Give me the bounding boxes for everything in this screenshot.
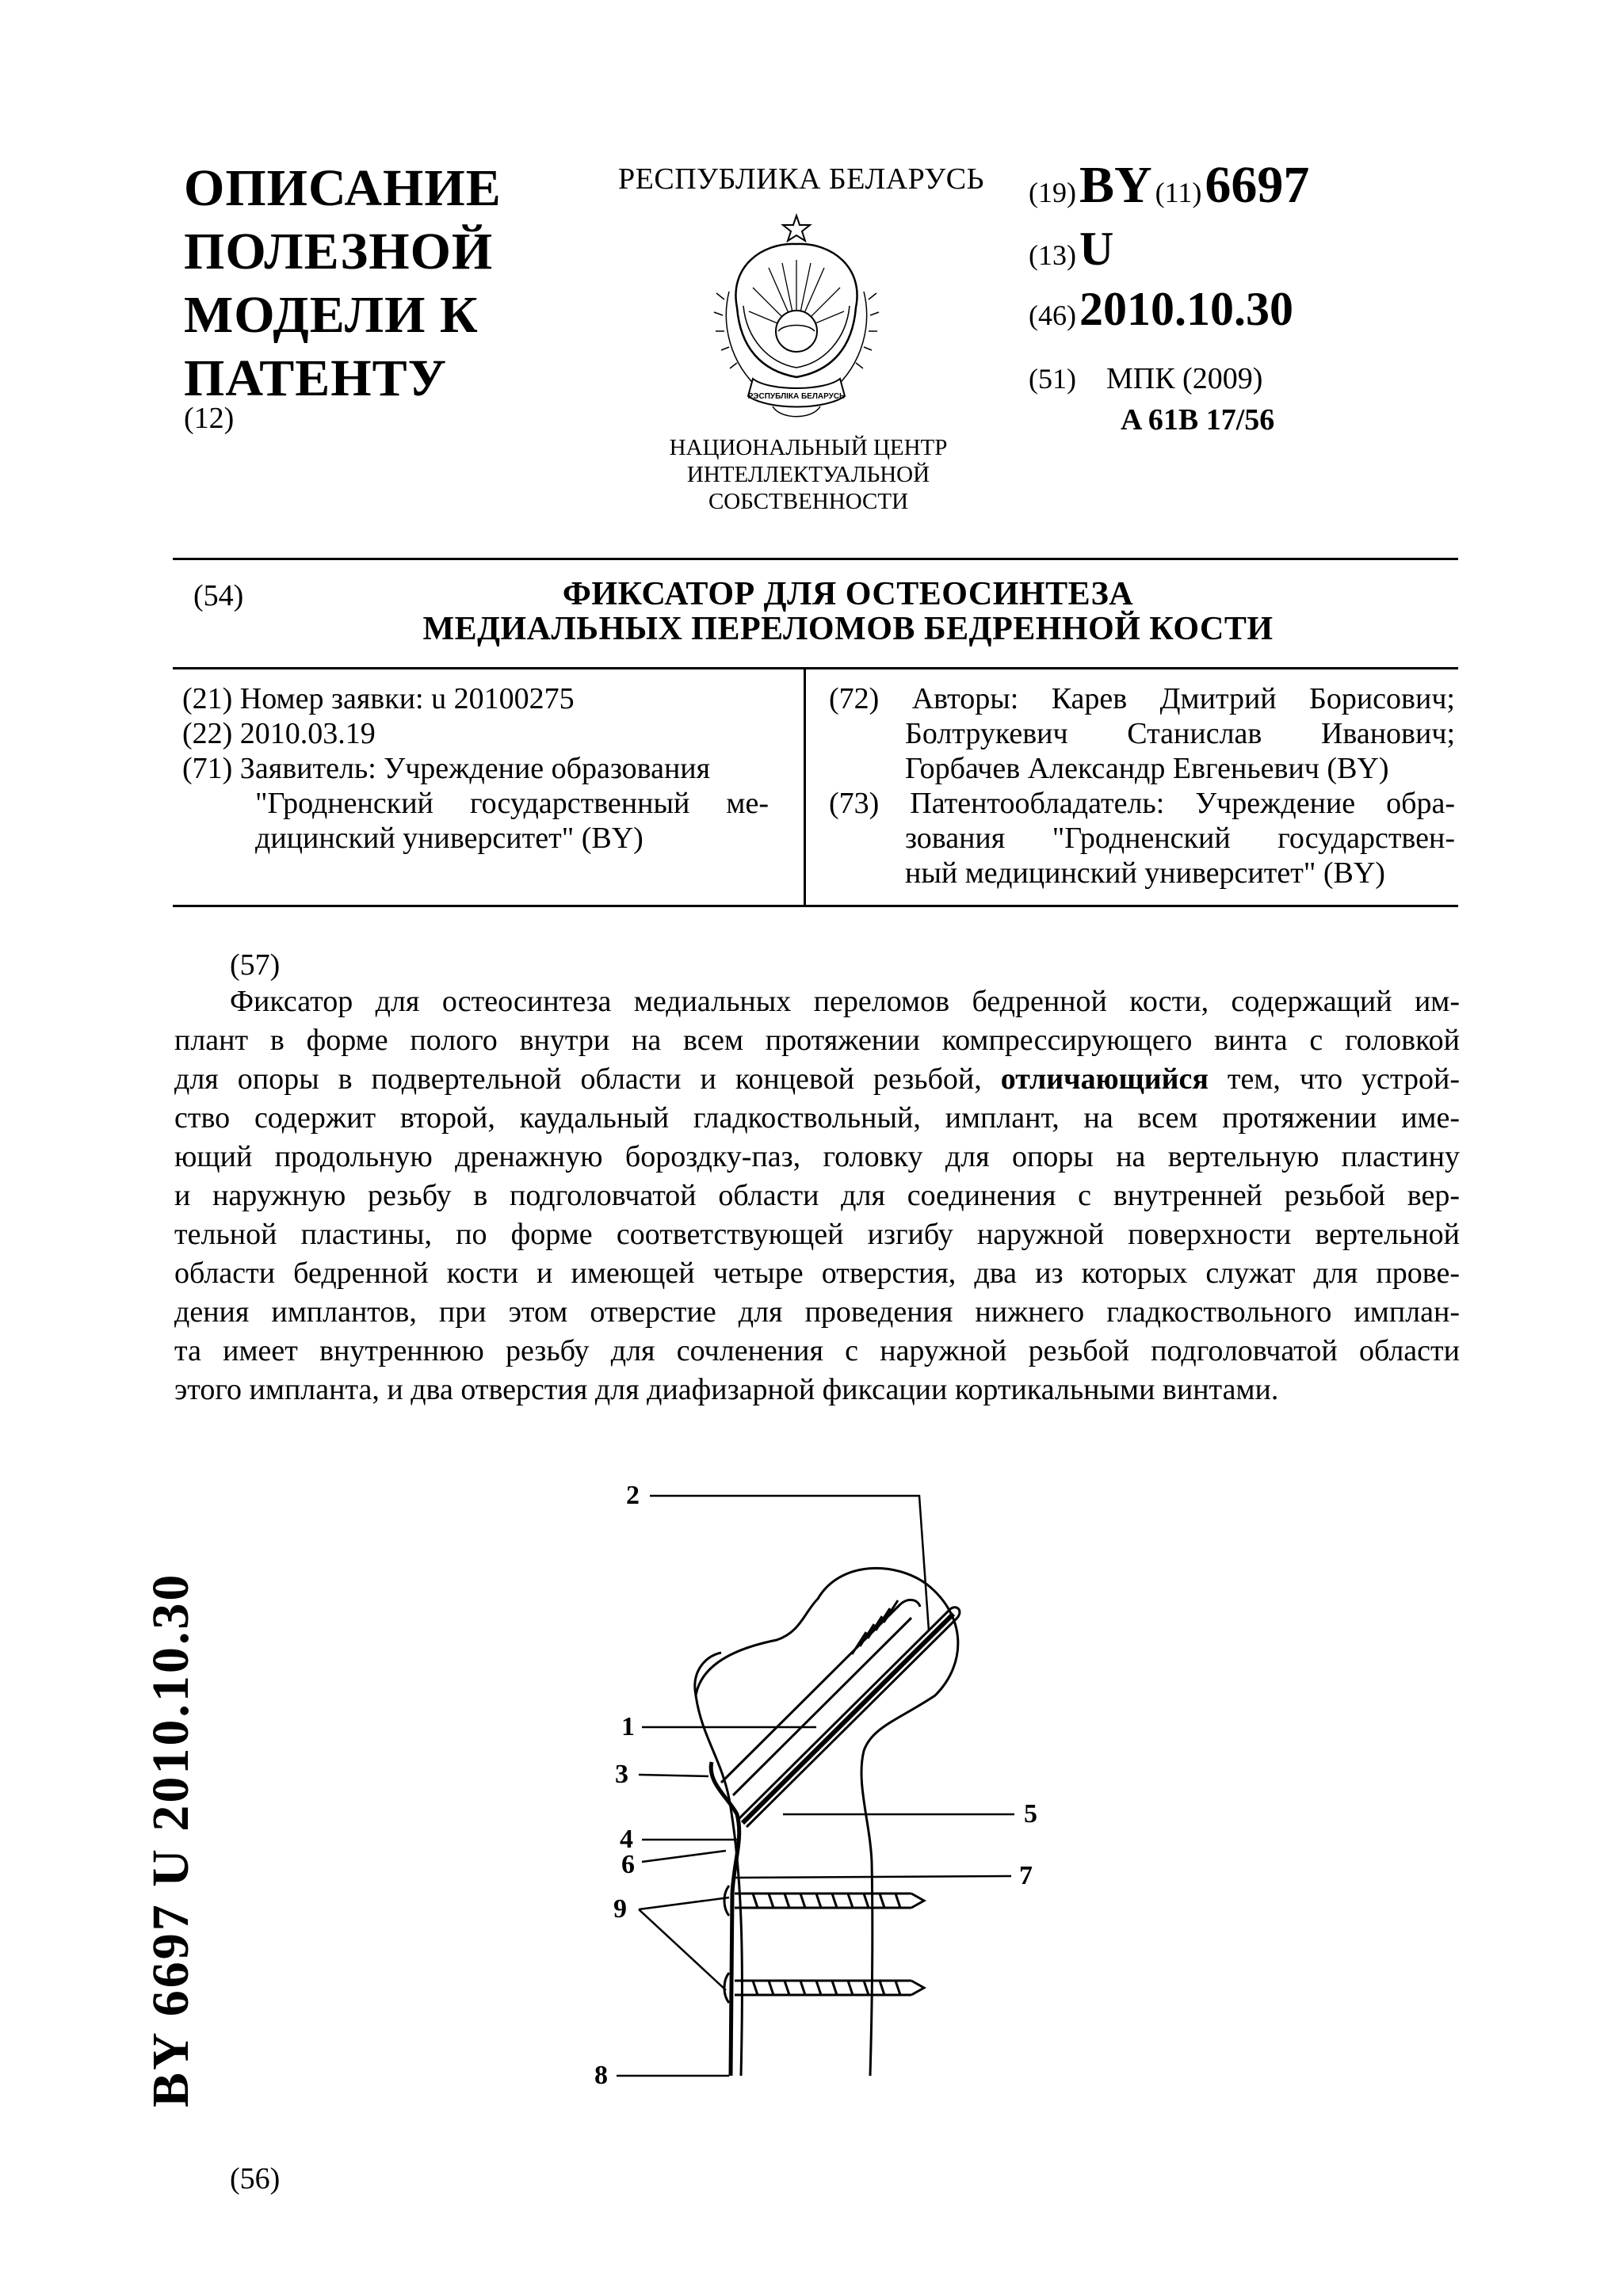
upper-implant — [721, 1600, 920, 1795]
office-line-1: НАЦИОНАЛЬНЫЙ ЦЕНТР — [669, 435, 948, 460]
invention-title-line-1: ФИКСАТОР ДЛЯ ОСТЕОСИНТЕЗА — [562, 576, 1134, 612]
leader-9b — [639, 1909, 726, 1990]
patent-number: 6697 — [1205, 156, 1310, 214]
label-7: 7 — [1019, 1861, 1033, 1890]
femur-fixator-drawing — [539, 1466, 1109, 2131]
divider-top — [173, 558, 1458, 560]
authors-owner-data — [829, 681, 1455, 891]
abstract-line-1: Фиксатор для остеосинтеза медиальных переломов бедренной кости, содержащий им- — [230, 985, 1460, 1018]
distinguishing-keyword: отличающийся — [1000, 1062, 1209, 1096]
leader-3 — [639, 1775, 708, 1776]
office-line-2: ИНТЕЛЛЕКТУАЛЬНОЙ — [686, 462, 930, 487]
trochanteric-plate — [711, 1762, 739, 2076]
label-1: 1 — [621, 1712, 635, 1741]
publication-date: 2010.10.30 — [1079, 283, 1293, 335]
country-number-row — [1029, 155, 1309, 215]
code-46: (46) — [1029, 299, 1076, 331]
label-8: 8 — [594, 2061, 608, 2090]
filing-date: (22) 2010.03.19 — [182, 717, 376, 750]
abstract-line-10: та имеет внутреннюю резьбу для сочленения с наружной резьбой подголовчатой области — [174, 1334, 1460, 1367]
document-title — [184, 157, 502, 410]
code-19: (19) — [1029, 177, 1076, 208]
title-line-4: ПАТЕНТУ — [184, 349, 448, 407]
abstract-line-9: дения имплантов, при этом отверстие для проведения нижнего гладкоствольного имплан- — [174, 1295, 1460, 1329]
title-line-1: ОПИСАНИЕ — [184, 159, 502, 217]
application-number: (21) Номер заявки: u 20100275 — [182, 682, 575, 715]
emblem-ribbon-text: РЭСПУБЛІКА БЕЛАРУСЬ — [747, 392, 846, 401]
divider-bottom — [173, 905, 1458, 907]
side-identifier: BY 6697 U 2010.10.30 — [142, 1572, 200, 2107]
office-line-3: СОБСТВЕННОСТИ — [708, 489, 909, 514]
applicant-line-2: "Гродненский государственный ме- — [255, 787, 769, 820]
drainage-groove — [743, 1614, 953, 1823]
code-56: (56) — [230, 2162, 281, 2195]
code-57: (57) — [230, 948, 281, 982]
abstract-line-6: и наружную резьбу в подголовчатой области для соединения с внутренней резьбой вер- — [174, 1179, 1460, 1212]
femur-outline — [696, 1568, 958, 2076]
office-name — [634, 434, 983, 515]
abstract-line-5: ющий продольную дренажную бороздку-паз, головку для опоры на вертельную пластину — [174, 1140, 1460, 1173]
invention-title-line-2: МЕДИАЛЬНЫХ ПЕРЕЛОМОВ БЕДРЕННОЙ КОСТИ — [422, 611, 1274, 647]
applicant-line-3: дицинский университет" (BY) — [255, 822, 643, 855]
application-data — [182, 681, 769, 856]
label-5: 5 — [1024, 1799, 1037, 1829]
owner-line-1: (73) Патентообладатель: Учреждение обра- — [829, 787, 1455, 820]
label-2: 2 — [626, 1481, 640, 1510]
abstract-line-8: области бедренной кости и имеющей четыре отверстия, два из которых служат для прове- — [174, 1257, 1460, 1290]
country-name: РЕСПУБЛИКА БЕЛАРУСЬ — [618, 162, 984, 196]
title-line-3: МОДЕЛИ К — [184, 286, 479, 344]
authors-line-3: Горбачев Александр Евгеньевич (BY) — [905, 752, 1389, 785]
ipc-value — [1121, 402, 1274, 437]
doc-kind: U — [1079, 223, 1114, 275]
state-emblem-icon — [705, 212, 888, 426]
leader-6 — [642, 1851, 726, 1862]
abstract-line-7: тельной пластины, по форме соответствующей изгибу наружной поверхности вертельной — [174, 1218, 1460, 1251]
title-line-2: ПОЛЕЗНОЙ — [184, 223, 494, 280]
abstract-line-3 — [174, 1060, 1460, 1099]
pub-date-row — [1029, 282, 1293, 337]
code-54: (54) — [193, 579, 244, 612]
leader-7 — [733, 1876, 1011, 1878]
ipc-row — [1029, 361, 1262, 396]
abstract-line-11: этого импланта, и два отверстия для диафизарной фиксации кортикальными винтами. — [174, 1373, 1279, 1406]
screw-threads-2 — [753, 1981, 900, 1995]
greater-trochanter — [695, 1653, 721, 1695]
kind-code-12: (12) — [184, 402, 235, 435]
ipc-class: A 61B 17/56 — [1121, 403, 1275, 437]
code-51: (51) — [1029, 363, 1076, 395]
abstract-line-3-end: тем, что устрой- — [1208, 1062, 1460, 1096]
abstract-text — [174, 982, 1460, 1409]
doc-kind-row — [1029, 222, 1113, 277]
label-3: 3 — [615, 1760, 628, 1789]
leader-2 — [650, 1496, 929, 1630]
abstract-line-3-start: для опоры в подвертельной области и концевой резьбой, — [174, 1062, 1001, 1096]
code-11: (11) — [1155, 177, 1202, 208]
authors-line-1: (72) Авторы: Карев Дмитрий Борисович; — [829, 682, 1455, 715]
owner-line-2: зования "Гродненский государствен- — [905, 822, 1455, 855]
country-code: BY — [1079, 156, 1152, 214]
abstract-line-2: плант в форме полого внутри на всем протяжении компрессирующего винта с головкой — [174, 1024, 1460, 1057]
applicant-line-1: (71) Заявитель: Учреждение образования — [182, 752, 711, 785]
screw-heads — [724, 1886, 729, 2003]
authors-line-2: Болтрукевич Станислав Иванович; — [905, 717, 1455, 750]
leader-9a — [639, 1897, 729, 1909]
column-divider — [804, 669, 806, 906]
label-9: 9 — [613, 1894, 627, 1924]
divider-middle — [173, 667, 1458, 669]
ipc-label: МПК (2009) — [1106, 362, 1263, 395]
label-4: 4 — [620, 1825, 633, 1854]
screw-threads-1 — [753, 1894, 900, 1908]
owner-line-3: ный медицинский университет" (BY) — [905, 856, 1385, 890]
code-13: (13) — [1029, 239, 1076, 271]
abstract-line-4: ство содержит второй, каудальный гладкоствольный, имплант, на всем протяжении име- — [174, 1101, 1460, 1135]
label-6: 6 — [621, 1850, 635, 1879]
